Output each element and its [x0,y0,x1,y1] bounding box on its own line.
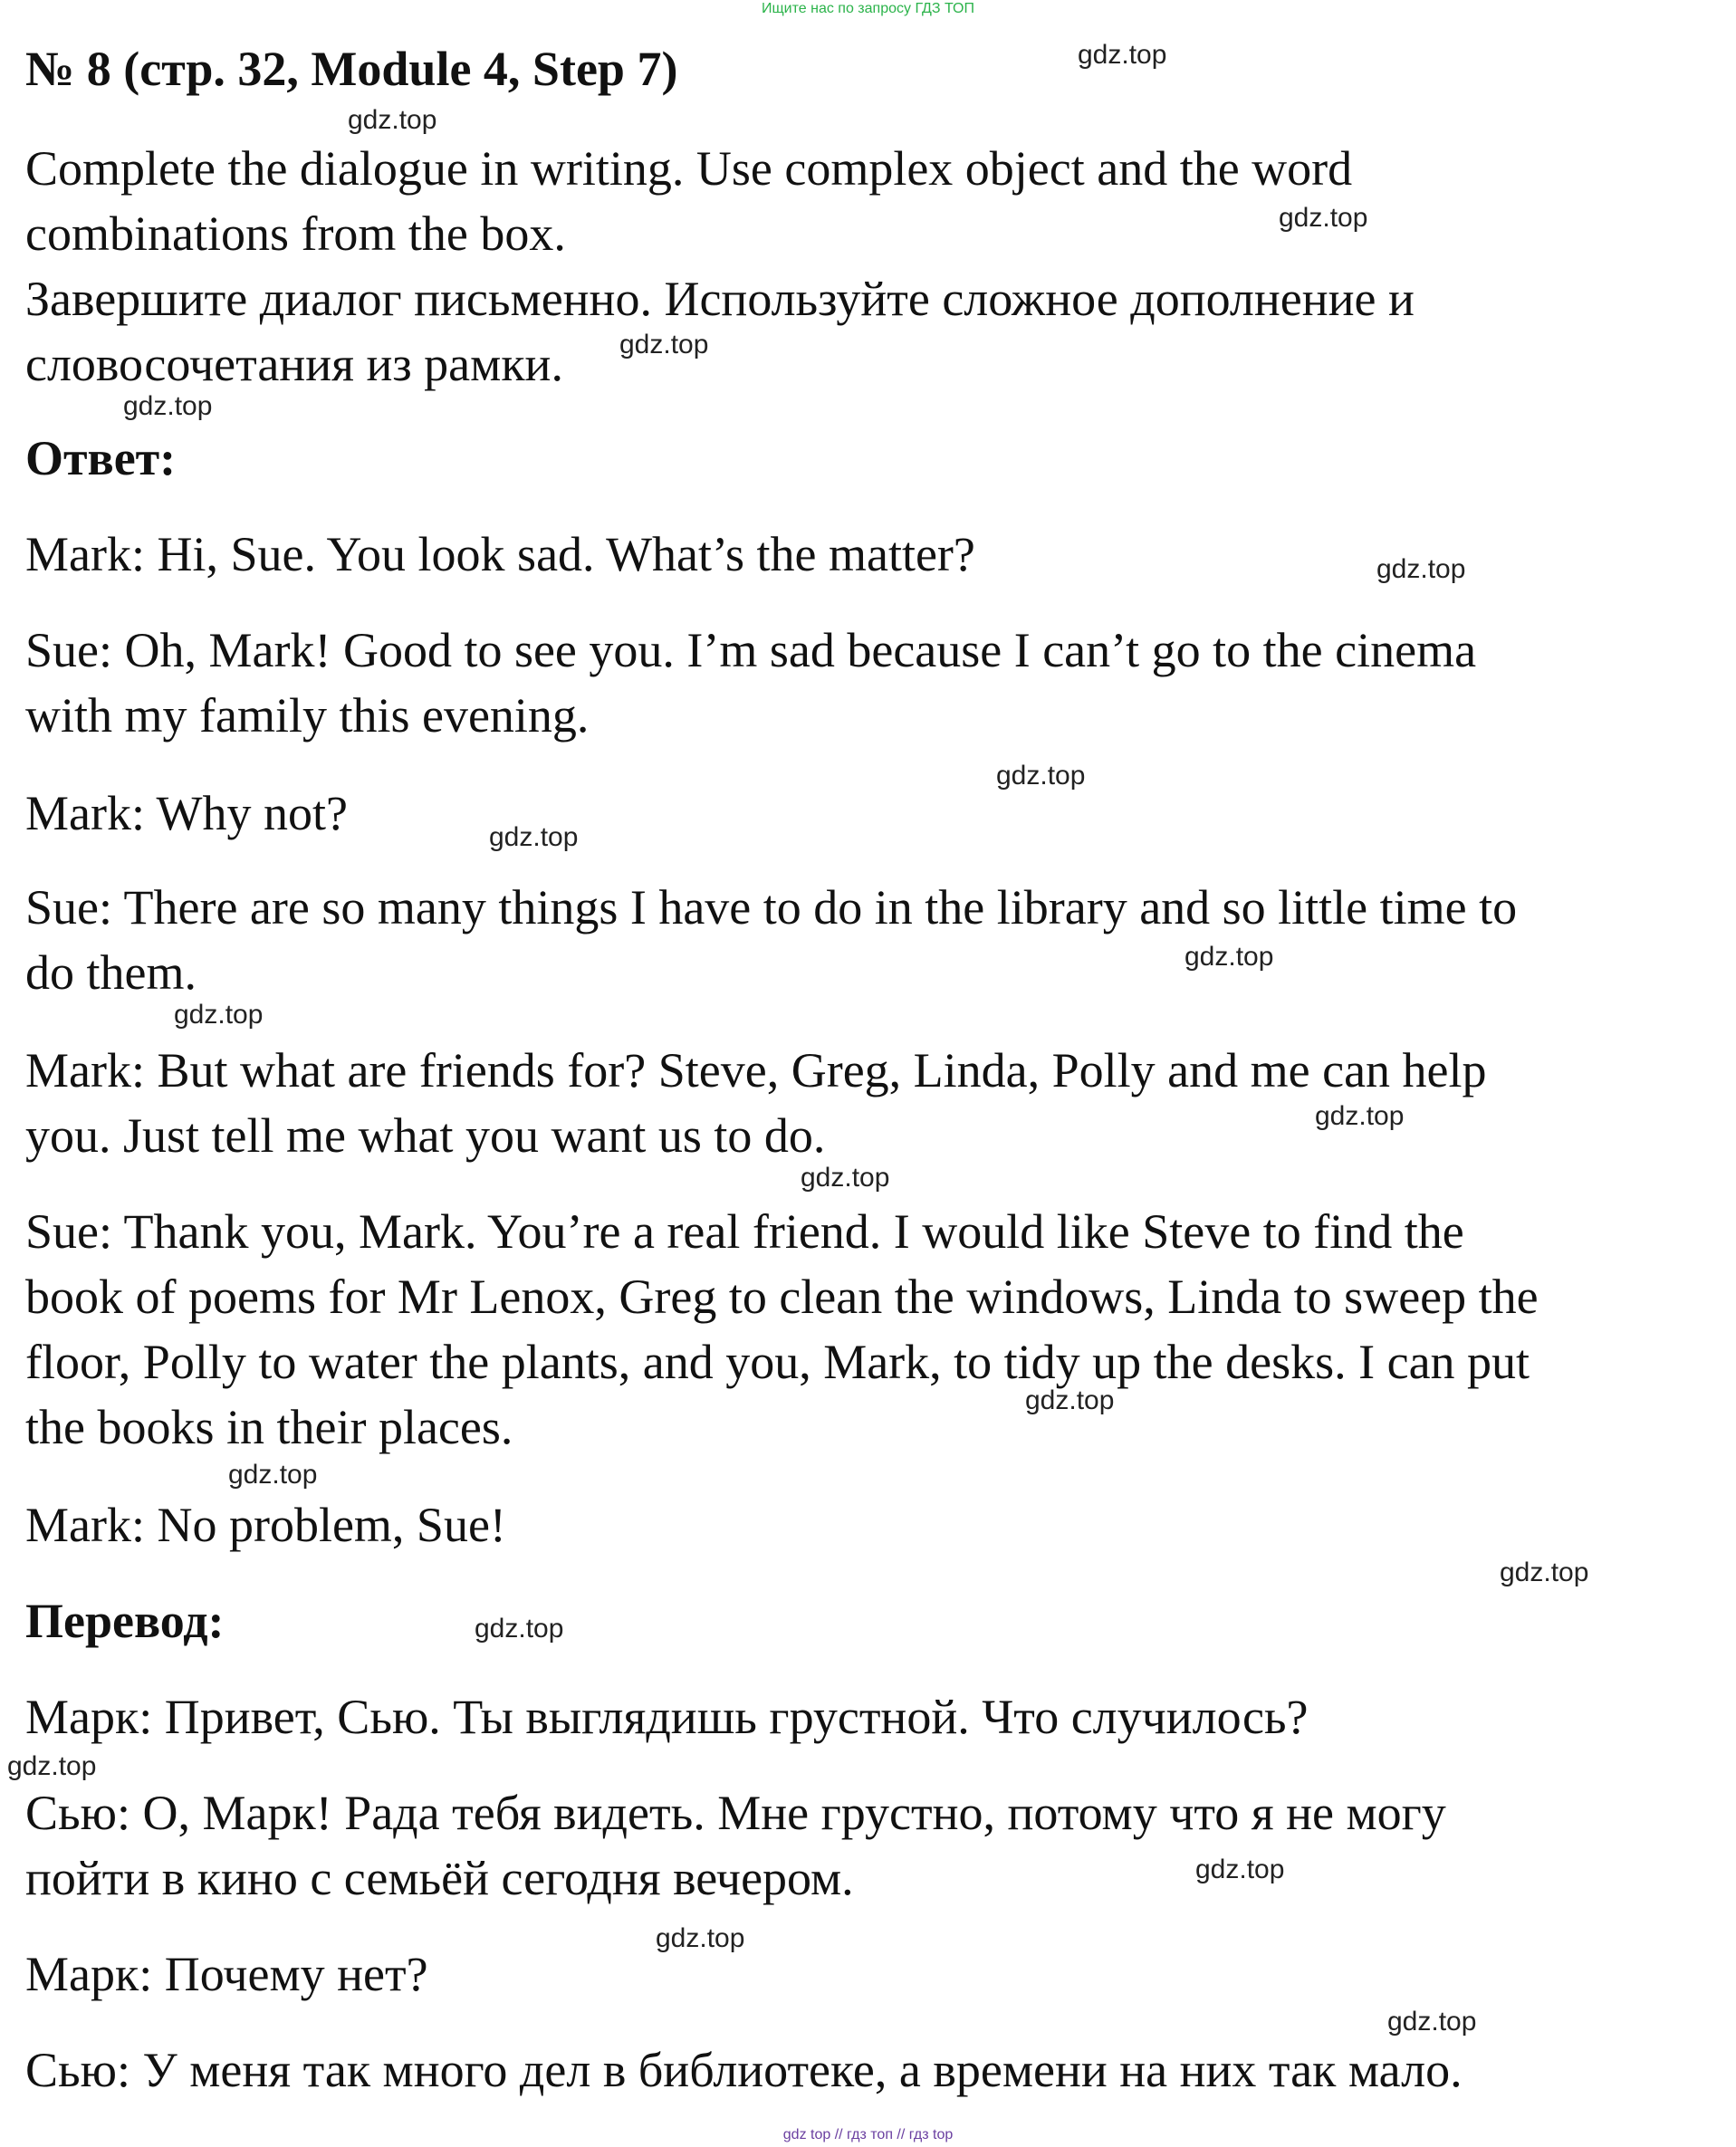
watermark: gdz.top [1025,1385,1115,1415]
dialogue-text: Sue: Oh, Mark! Good to see you. I’m sad because I can’t go to the cinema [25,623,1477,677]
translation-text: Марк: Привет, Сью. Ты выглядишь грустной. Что случилось? [25,1690,1309,1744]
dialogue-text: book of poems for Mr Lenox, Greg to clean the windows, Linda to sweep the [25,1270,1539,1324]
dialogue-text: Mark: Why not? [25,786,348,840]
translation-line [25,1780,1710,1911]
search-banner: Ищите нас по запросу ГДЗ ТОП [762,1,974,16]
dialogue-line [25,875,1710,1005]
translation-text: пойти в кино с семьёй сегодня вечером. [25,1851,854,1905]
translation-text: Марк: Почему нет? [25,1947,428,2001]
dialogue-text: floor, Polly to water the plants, and you, Mark, to tidy up the desks. I can put [25,1335,1530,1389]
watermark: gdz.top [1500,1558,1589,1587]
watermark: gdz.top [1185,942,1274,972]
translation-line [25,1941,1710,2007]
watermark: gdz.top [348,105,437,135]
instruction-english [25,136,1710,266]
instruction-line: combinations from the box. [25,206,566,261]
watermark: gdz.top [996,761,1086,791]
watermark: gdz.top [489,822,579,852]
watermark: gdz.top [228,1460,318,1490]
watermark: gdz.top [475,1614,564,1644]
dialogue-line [25,618,1710,748]
dialogue-text: with my family this evening. [25,688,590,743]
watermark: gdz.top [1315,1101,1405,1131]
dialogue-text: Sue: Thank you, Mark. You’re a real friend. I would like Steve to find the [25,1204,1464,1259]
watermark: gdz.top [1078,40,1167,70]
watermark: gdz.top [619,330,709,359]
dialogue-text: Sue: There are so many things I have to do in the library and so little time to [25,880,1518,935]
watermark: gdz.top [174,1000,264,1030]
dialogue-text: do them. [25,945,197,1000]
watermark: gdz.top [1279,203,1368,233]
dialogue-text: Mark: Hi, Sue. You look sad. What’s the matter? [25,527,975,581]
footer-watermark: gdz top // гдз топ // гдз top [782,2127,954,2142]
watermark: gdz.top [123,391,213,421]
translation-text: Сью: О, Марк! Рада тебя видеть. Мне грустно, потому что я не могу [25,1786,1446,1840]
watermark: gdz.top [1195,1855,1285,1884]
instruction-line: словосочетания из рамки. [25,337,563,391]
watermark: gdz.top [801,1163,890,1193]
translation-line [25,1684,1710,1749]
watermark: gdz.top [656,1923,745,1953]
answer-heading: Ответ: [25,431,177,485]
instruction-russian [25,266,1710,397]
watermark: gdz.top [1376,554,1466,584]
dialogue-line [25,1038,1710,1168]
instruction-line: Завершите диалог письменно. Используйте сложное дополнение и [25,272,1415,326]
dialogue-line [25,781,1710,846]
dialogue-text: you. Just tell me what you want us to do. [25,1108,826,1163]
watermark: gdz.top [1387,2007,1477,2037]
translation-heading: Перевод: [25,1594,225,1648]
translation-text: Сью: У меня так много дел в библиотеке, а времени на них так мало. [25,2043,1463,2097]
dialogue-line [25,1199,1710,1460]
translation-line [25,2037,1710,2103]
exercise-title: № 8 (стр. 32, Module 4, Step 7) [25,42,678,96]
watermark: gdz.top [7,1751,97,1781]
dialogue-line [25,1492,1710,1558]
dialogue-text: Mark: But what are friends for? Steve, Greg, Linda, Polly and me can help [25,1043,1487,1097]
dialogue-text: Mark: No problem, Sue! [25,1498,506,1552]
dialogue-text: the books in their places. [25,1400,513,1454]
instruction-line: Complete the dialogue in writing. Use complex object and the word [25,141,1353,196]
